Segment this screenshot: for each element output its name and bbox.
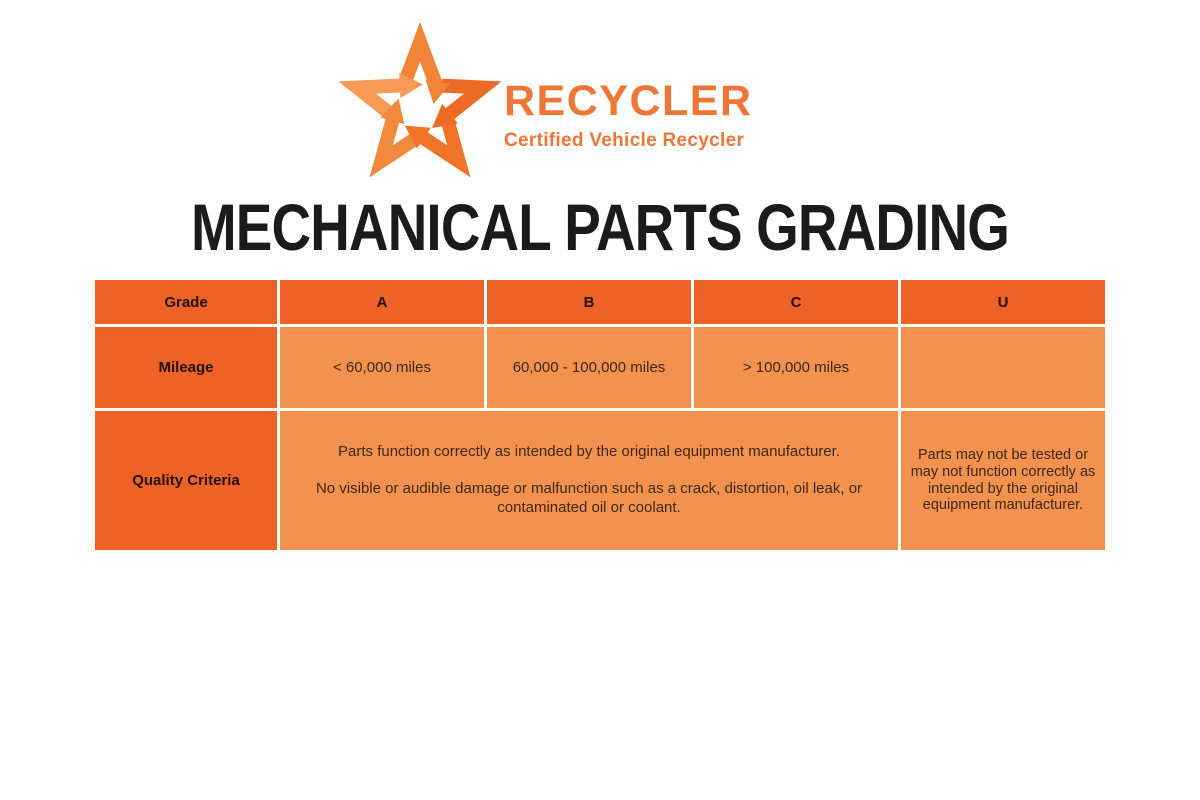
mileage-cell-grade-b: 60,000 - 100,000 miles: [487, 327, 691, 408]
quality-abc-paragraph-2: No visible or audible damage or malfunction such as a crack, distortion, oil leak, or contaminated oil or coolant.: [315, 480, 863, 516]
quality-abc-paragraph-1: Parts function correctly as intended by the original equipment manufacturer.: [338, 443, 840, 461]
header-cell-grade-a: A: [280, 280, 484, 324]
header-cell-grade: Grade: [95, 280, 277, 324]
mileage-cell-grade-u: [901, 327, 1105, 408]
quality-row-label: Quality Criteria: [95, 411, 277, 550]
page-title: MECHANICAL PARTS GRADING: [190, 190, 1010, 264]
quality-cell-grades-abc: [280, 411, 898, 550]
recycler-star-arrows-icon: [331, 14, 509, 192]
mileage-cell-grade-c: > 100,000 miles: [694, 327, 898, 408]
quality-cell-grade-u: Parts may not be tested or may not function correctly as intended by the original equipment manufacturer.: [901, 411, 1105, 550]
header-cell-grade-b: B: [487, 280, 691, 324]
header-cell-grade-u: U: [901, 280, 1105, 324]
mileage-cell-grade-a: < 60,000 miles: [280, 327, 484, 408]
grading-table: [95, 280, 1105, 550]
mileage-row-label: Mileage: [95, 327, 277, 408]
header-cell-grade-c: C: [694, 280, 898, 324]
logo-brand-text: RECYCLER: [504, 77, 753, 125]
logo-tagline-text: Certified Vehicle Recycler: [504, 130, 745, 151]
logo: [504, 77, 753, 152]
